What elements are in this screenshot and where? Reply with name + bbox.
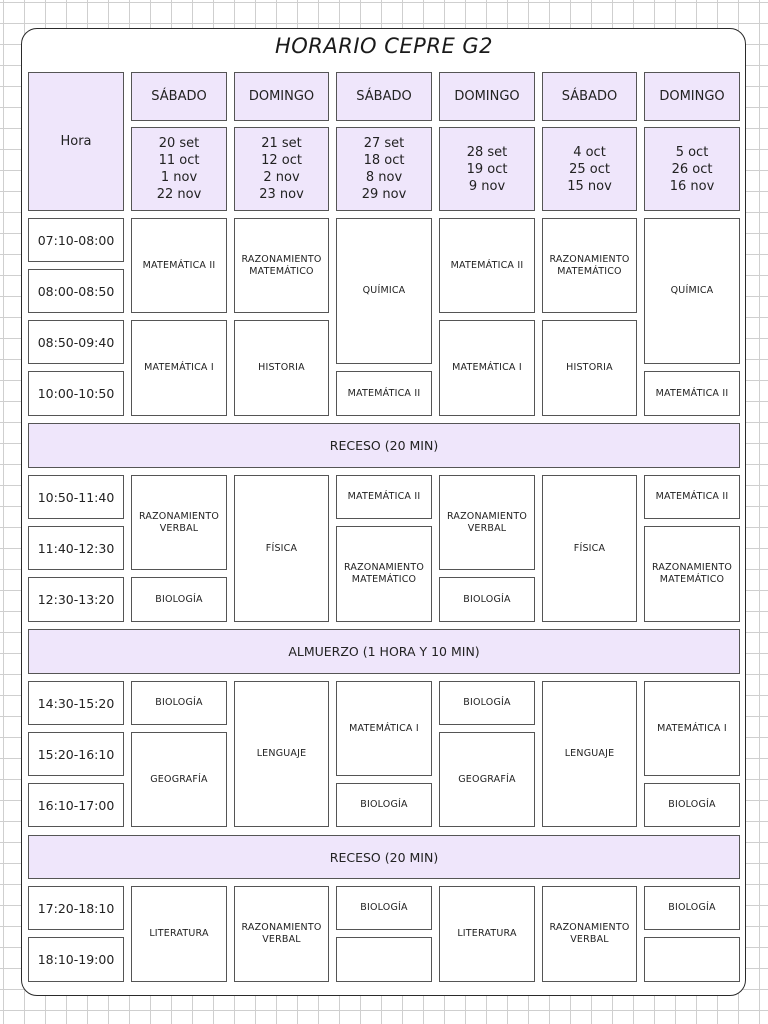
- hora-header: Hora: [28, 72, 124, 211]
- subject-cell: BIOLOGÍA: [439, 681, 535, 725]
- break-band: RECESO (20 MIN): [28, 835, 740, 879]
- day-header: SÁBADO: [131, 72, 227, 121]
- subject-cell: MATEMÁTICA II: [439, 218, 535, 313]
- subject-cell: GEOGRAFÍA: [439, 732, 535, 827]
- day-header: DOMINGO: [234, 72, 329, 121]
- time-slot: 15:20-16:10: [28, 732, 124, 776]
- dates-cell: 4 oct 25 oct 15 nov: [542, 127, 637, 211]
- time-slot: 16:10-17:00: [28, 783, 124, 827]
- subject-cell: MATEMÁTICA II: [644, 371, 740, 416]
- subject-cell: MATEMÁTICA II: [336, 371, 432, 416]
- empty-cell: [336, 937, 432, 982]
- time-slot: 14:30-15:20: [28, 681, 124, 725]
- subject-cell: MATEMÁTICA I: [439, 320, 535, 416]
- subject-cell: RAZONAMIENTO VERBAL: [542, 886, 637, 982]
- day-header: DOMINGO: [644, 72, 740, 121]
- subject-cell: BIOLOGÍA: [439, 577, 535, 622]
- empty-cell: [644, 937, 740, 982]
- subject-cell: RAZONAMIENTO MATEMÁTICO: [234, 218, 329, 313]
- subject-cell: LITERATURA: [439, 886, 535, 982]
- subject-cell: GEOGRAFÍA: [131, 732, 227, 827]
- subject-cell: RAZONAMIENTO VERBAL: [439, 475, 535, 570]
- day-header: DOMINGO: [439, 72, 535, 121]
- subject-cell: LENGUAJE: [542, 681, 637, 827]
- subject-cell: FÍSICA: [234, 475, 329, 622]
- time-slot: 07:10-08:00: [28, 218, 124, 262]
- subject-cell: BIOLOGÍA: [131, 681, 227, 725]
- subject-cell: BIOLOGÍA: [644, 783, 740, 827]
- subject-cell: BIOLOGÍA: [336, 783, 432, 827]
- subject-cell: RAZONAMIENTO VERBAL: [131, 475, 227, 570]
- time-slot: 08:00-08:50: [28, 269, 124, 313]
- time-slot: 11:40-12:30: [28, 526, 124, 570]
- time-slot: 18:10-19:00: [28, 937, 124, 982]
- break-band: RECESO (20 MIN): [28, 423, 740, 468]
- subject-cell: RAZONAMIENTO MATEMÁTICO: [336, 526, 432, 622]
- lunch-band: ALMUERZO (1 HORA Y 10 MIN): [28, 629, 740, 674]
- dates-cell: 28 set 19 oct 9 nov: [439, 127, 535, 211]
- subject-cell: QUÍMICA: [644, 218, 740, 364]
- subject-cell: HISTORIA: [542, 320, 637, 416]
- dates-cell: 27 set 18 oct 8 nov 29 nov: [336, 127, 432, 211]
- day-header: SÁBADO: [336, 72, 432, 121]
- dates-cell: 5 oct 26 oct 16 nov: [644, 127, 740, 211]
- time-slot: 12:30-13:20: [28, 577, 124, 622]
- subject-cell: LITERATURA: [131, 886, 227, 982]
- subject-cell: RAZONAMIENTO MATEMÁTICO: [644, 526, 740, 622]
- time-slot: 10:00-10:50: [28, 371, 124, 416]
- subject-cell: MATEMÁTICA I: [131, 320, 227, 416]
- dates-cell: 21 set 12 oct 2 nov 23 nov: [234, 127, 329, 211]
- subject-cell: FÍSICA: [542, 475, 637, 622]
- subject-cell: MATEMÁTICA II: [131, 218, 227, 313]
- subject-cell: LENGUAJE: [234, 681, 329, 827]
- subject-cell: BIOLOGÍA: [644, 886, 740, 930]
- time-slot: 17:20-18:10: [28, 886, 124, 930]
- day-header: SÁBADO: [542, 72, 637, 121]
- time-slot: 10:50-11:40: [28, 475, 124, 519]
- subject-cell: QUÍMICA: [336, 218, 432, 364]
- subject-cell: MATEMÁTICA II: [336, 475, 432, 519]
- subject-cell: MATEMÁTICA I: [644, 681, 740, 776]
- subject-cell: MATEMÁTICA I: [336, 681, 432, 776]
- time-slot: 08:50-09:40: [28, 320, 124, 364]
- dates-cell: 20 set 11 oct 1 nov 22 nov: [131, 127, 227, 211]
- subject-cell: RAZONAMIENTO MATEMÁTICO: [542, 218, 637, 313]
- subject-cell: MATEMÁTICA II: [644, 475, 740, 519]
- subject-cell: HISTORIA: [234, 320, 329, 416]
- page-title: HORARIO CEPRE G2: [274, 34, 494, 58]
- subject-cell: BIOLOGÍA: [336, 886, 432, 930]
- subject-cell: BIOLOGÍA: [131, 577, 227, 622]
- subject-cell: RAZONAMIENTO VERBAL: [234, 886, 329, 982]
